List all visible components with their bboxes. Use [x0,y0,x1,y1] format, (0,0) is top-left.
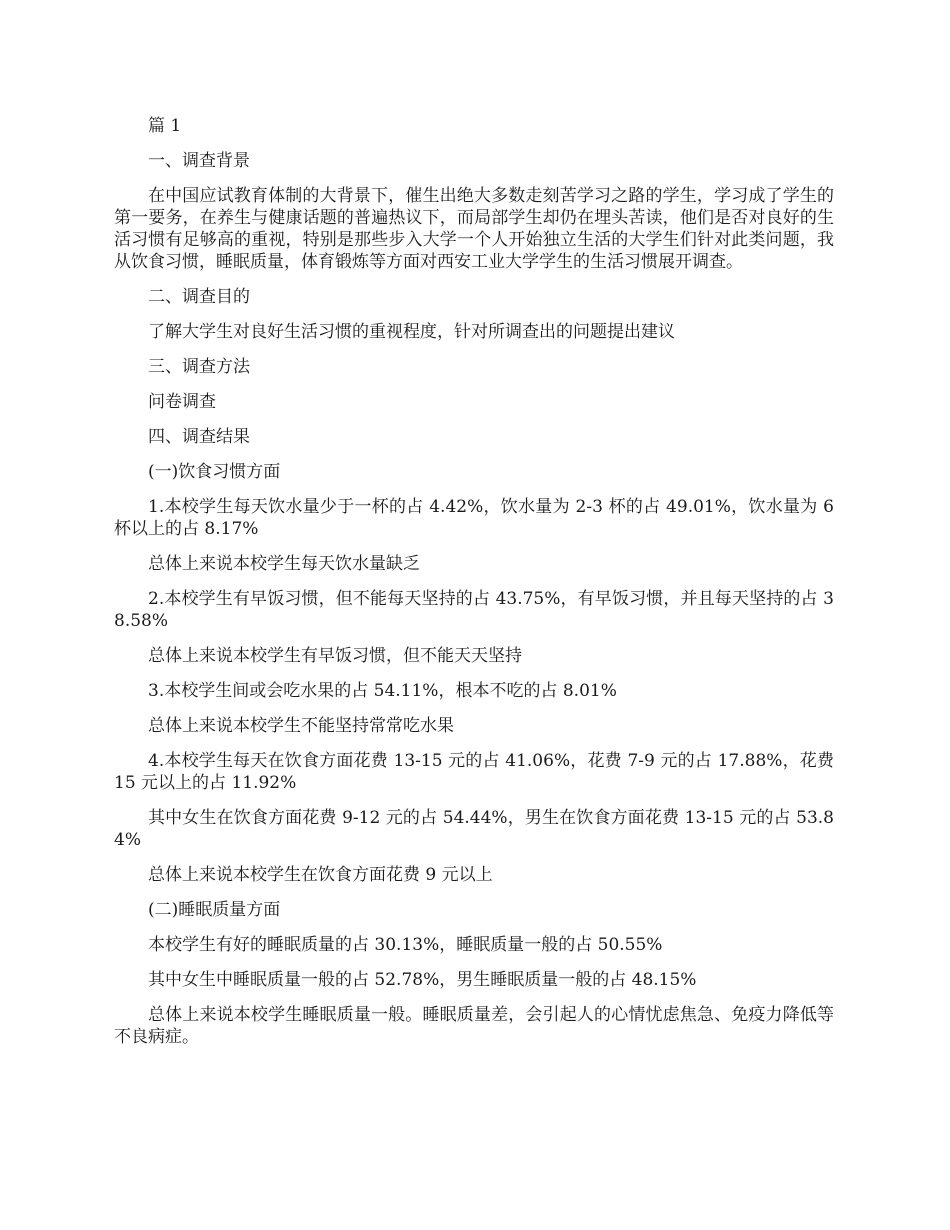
section-heading-results: 四、调查结果 [148,427,250,447]
section-heading-background: 一、调查背景 [148,151,250,171]
document-page [114,115,834,1061]
background-paragraph: 在中国应试教育体制的大背景下，催生出绝大多数走刻苦学习之路的学生，学习成了学生的第一要务，在养生与健康话题的普遍热议下，而局部学生却仍在埋头苦读，他们是否对良好的生活习惯有足够高的重视，特别是那些步入大学一个人开始独立生活的大学生们针对此类问题，我从饮食习惯，睡眠质量，体育锻炼等方面对西安工业大学学生的生活习惯展开调查。 [114,186,834,272]
summary-paragraph: 总体上来说本校学生不能坚持常常吃水果 [148,716,454,736]
subsection-heading-sleep: (二)睡眠质量方面 [148,900,281,920]
purpose-paragraph: 了解大学生对良好生活习惯的重视程度，针对所调查出的问题提出建议 [148,322,675,342]
section-heading-purpose: 二、调查目的 [148,287,250,307]
result-paragraph: 1.本校学生每天饮水量少于一杯的占 4.42%，饮水量为 2-3 杯的占 49.01%，饮水量为 6 杯以上的占 8.17% [114,497,834,539]
result-paragraph: 本校学生有好的睡眠质量的占 30.13%，睡眠质量一般的占 50.55% [148,935,663,955]
method-paragraph: 问卷调查 [148,392,216,412]
chapter-label: 篇 1 [148,116,182,136]
summary-paragraph: 总体上来说本校学生每天饮水量缺乏 [148,554,420,574]
result-paragraph: 其中女生在饮食方面花费 9-12 元的占 54.44%，男生在饮食方面花费 13-15 元的占 53.84% [114,808,834,850]
result-paragraph: 其中女生中睡眠质量一般的占 52.78%，男生睡眠质量一般的占 48.15% [148,970,697,990]
summary-paragraph: 总体上来说本校学生在饮食方面花费 9 元以上 [148,865,493,885]
summary-paragraph: 总体上来说本校学生睡眠质量一般。睡眠质量差，会引起人的心情忧虑焦急、免疫力降低等不良病症。 [114,1005,834,1047]
result-paragraph: 3.本校学生间或会吃水果的占 54.11%，根本不吃的占 8.01% [148,681,617,701]
result-paragraph: 4.本校学生每天在饮食方面花费 13-15 元的占 41.06%，花费 7-9 元的占 17.88%，花费 15 元以上的占 11.92% [114,751,834,793]
subsection-heading-diet: (一)饮食习惯方面 [148,462,281,482]
summary-paragraph: 总体上来说本校学生有早饭习惯，但不能天天坚持 [148,646,522,666]
result-paragraph: 2.本校学生有早饭习惯，但不能每天坚持的占 43.75%，有早饭习惯，并且每天坚持的占 38.58% [114,589,834,631]
section-heading-method: 三、调查方法 [148,357,250,377]
